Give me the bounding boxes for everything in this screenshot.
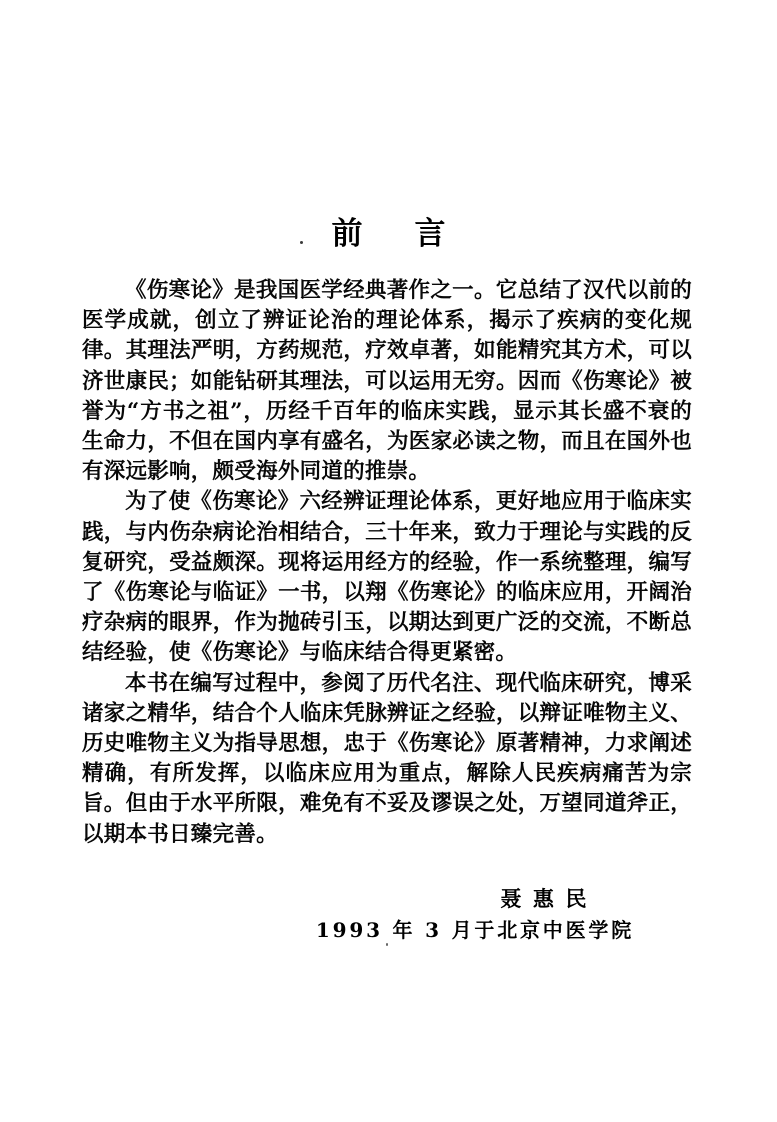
signature-date-line: 1993 年 3 月于北京中医学院 (315, 918, 634, 942)
page-title: 前 言 (331, 215, 457, 252)
preface-paragraph: 为了使《伤寒论》六经辨证理论体系，更好地应用于临床实践，与内伤杂病论治相结合，三十年来，致力于理论与实践的反复研究，受益颇深。现将运用经方的经验，作一系统整理，编写了《伤寒论与临证》一书，以翔《伤寒论》的临床应用，开阔治疗杂病的眼界，作为抛砖引玉，以期达到更广泛的交流，不断总结经验，使《伤寒论》与临床结合得更紧密。 (82, 489, 692, 666)
preface-body (82, 276, 692, 850)
preface-paragraph: 《伤寒论》是我国医学经典著作之一。它总结了汉代以前的医学成就，创立了辨证论治的理论体系，揭示了疾病的变化规律。其理法严明，方药规范，疗效卓著，如能精究其方术，可以济世康民；如能钻研其理法，可以运用无穷。因而《伤寒论》被誉为“方书之祖”，历经千百年的临床实践，显示其长盛不衰的生命力，不但在国内享有盛名，为医家必读之物，而且在国外也有深远影响，颇受海外同道的推崇。 (82, 278, 692, 485)
preface-paragraph: 本书在编写过程中，参阅了历代名注、现代临床研究，博采诸家之精华，结合个人临床凭脉辨证之经验，以辩证唯物主义、历史唯物主义为指导思想，忠于《伤寒论》原著精神，力求阐述精确，有所发挥，以临床应用为重点，解除人民疾病痛苦为宗旨。但由于水平所限，难免有不妥及谬误之处，万望同道斧正，以期本书日臻完善。 (82, 670, 692, 847)
signature-block (82, 884, 692, 947)
author-signature: 聂惠民 (500, 886, 598, 911)
scan-artifact-speck (300, 241, 303, 244)
